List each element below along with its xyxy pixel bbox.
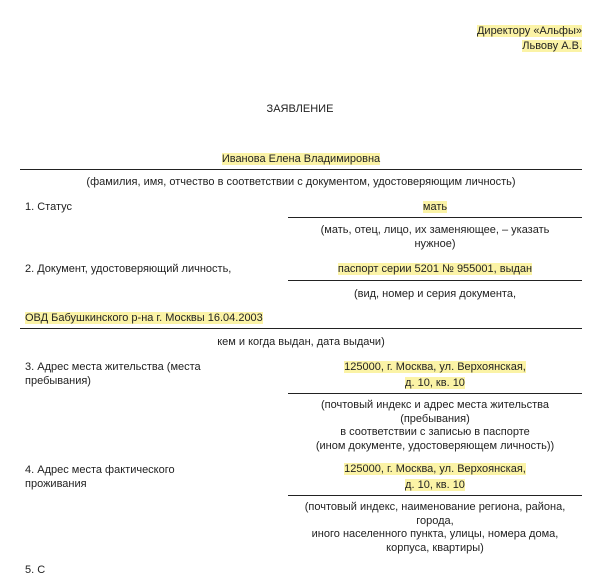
document-issued-underline <box>20 328 582 329</box>
actual-address-label: 4. Адрес места фактического проживания <box>25 464 175 490</box>
status-value-row <box>288 199 582 215</box>
document-issued-row <box>25 310 263 326</box>
document-underline <box>288 280 582 281</box>
residence-note: (почтовый индекс и адрес места жительства (пребывания) в соответствии с записью в паспорте (ином документе, удостоверяющем личность)) <box>315 399 555 452</box>
addressee-line2: Львову А.В. <box>522 40 582 52</box>
next-item-label: 5. С <box>25 564 46 576</box>
document-issued-note: кем и когда выдан, дата выдачи) <box>217 336 385 348</box>
actual-address-note: (почтовый индекс, наименование региона, района, города, иного населенного пункта, улицы, номера дома, корпуса, квартиры) <box>304 501 566 554</box>
status-value: мать <box>422 201 448 213</box>
document-issued-by: ОВД Бабушкинского р-на г. Москвы 16.04.2003 <box>25 312 263 324</box>
actual-address-value: 125000, г. Москва, ул. Верхоянская, д. 10, кв. 10 <box>344 463 526 491</box>
document-value: паспорт серии 5201 № 955001, выдан <box>337 263 533 275</box>
residence-underline <box>288 393 582 394</box>
document-title: ЗАЯВЛЕНИЕ <box>266 103 334 115</box>
residence-value: 125000, г. Москва, ул. Верхоянская, д. 10, кв. 10 <box>344 361 526 389</box>
status-label: 1. Статус <box>25 201 73 213</box>
addressee-line1: Директору «Альфы» <box>476 25 582 37</box>
applicant-name-row <box>20 151 582 167</box>
applicant-name-note: (фамилия, имя, отчество в соответствии с документом, удостоверяющим личность) <box>86 176 516 188</box>
status-note: (мать, отец, лицо, их заменяющее, – указать нужное) <box>320 224 550 250</box>
status-underline <box>288 217 582 218</box>
applicant-name: Иванова Елена Владимировна <box>221 153 381 165</box>
document-note: (вид, номер и серия документа, <box>353 288 516 300</box>
residence-label: 3. Адрес места жительства (места пребывания) <box>25 361 201 387</box>
addressee-block <box>477 24 582 54</box>
applicant-name-underline <box>20 169 582 170</box>
document-label: 2. Документ, удостоверяющий личность, <box>25 263 232 275</box>
actual-address-underline <box>288 495 582 496</box>
document-value-row <box>288 261 582 277</box>
